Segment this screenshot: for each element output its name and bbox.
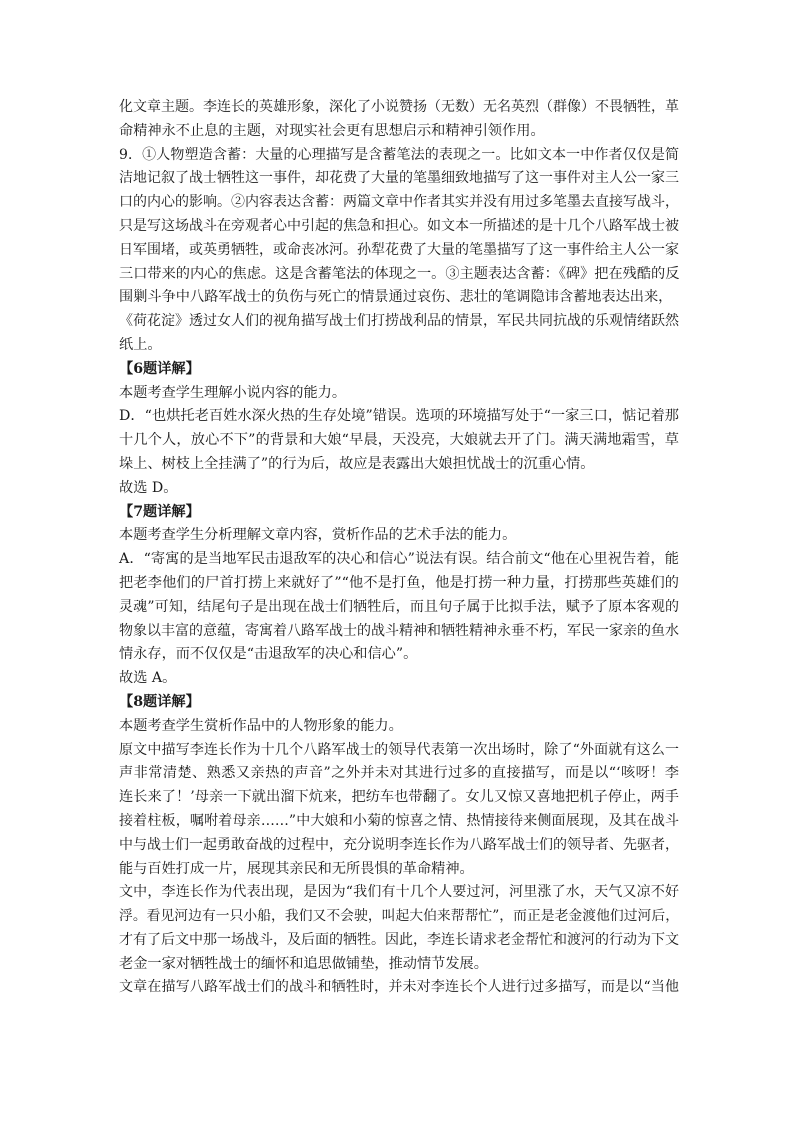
text-line: 本题考查学生分析理解文章内容，赏析作品的艺术手法的能力。 <box>119 527 517 544</box>
text-line: 本题考查学生理解小说内容的能力。 <box>119 384 347 401</box>
document-page <box>119 96 679 1000</box>
text-line: 只是写这场战斗在旁观者心中引起的焦急和担心。如文本一所描述的是十几个八路军战士被 <box>119 217 679 234</box>
section-heading-q8: 【8题详解】 <box>119 693 200 710</box>
text-line: 情永存，而不仅仅是“击退敌军的决心和信心”。 <box>119 646 418 663</box>
text-line: 本题考查学生赏析作品中的人物形象的能力。 <box>119 717 403 734</box>
text-line: 口的内心的影响。②内容表达含蓄：两篇文章中作者其实并没有用过多笔墨去直接写战斗， <box>119 194 679 211</box>
answer-choice-line: 故选 A。 <box>119 670 177 687</box>
text-line: 物象以丰富的意蕴，寄寓着八路军战士的战斗精神和牺牲精神永垂不朽，军民一家亲的鱼水 <box>119 622 679 639</box>
text-line: 灵魂”可知，结尾句子是出现在战士们牺牲后，而且句子属于比拟手法，赋予了原本客观的 <box>119 598 679 615</box>
text-line: 三口带来的内心的焦虑。这是含蓄笔法的体现之一。③主题表达含蓄：《碑》把在残酷的反 <box>119 265 680 282</box>
text-line: 连长来了！’母亲一下就出溜下炕来，把纺车也带翻了。女儿又惊又喜地把机子停止，两手 <box>119 789 679 806</box>
text-line: 围剿斗争中八路军战士的负伤与死亡的情景通过哀伤、悲壮的笔调隐讳含蓄地表达出来， <box>119 289 673 306</box>
answer-choice-line: 故选 D。 <box>119 479 178 496</box>
text-line: 日军围堵，或英勇牺牲，或命丧冰河。孙犁花费了大量的笔墨描写了这一事件给主人公一家 <box>119 241 679 258</box>
text-line: 命精神永不止息的主题，对现实社会更有思想启示和精神引领作用。 <box>119 122 545 139</box>
text-line: D．“也烘托老百姓水深火热的生存处境”错误。选项的环境描写处于“一家三口，惦记着那 <box>119 408 679 425</box>
text-line: A．“寄寓的是当地军民击退敌军的决心和信心”说法有误。结合前文“他在心里祝告着，能 <box>119 551 679 568</box>
text-line: 接着柱板，嘱咐着母亲……”中大娘和小菊的惊喜之情、热情接待来侧面展现，及其在战斗 <box>119 812 679 829</box>
text-line: 化文章主题。李连长的英雄形象，深化了小说赞扬（无数）无名英烈（群像）不畏牺牲，革 <box>119 99 679 115</box>
text-line: 文章在描写八路军战士们的战斗和牺牲时，并未对李连长个人进行过多描写，而是以“当他 <box>119 979 679 996</box>
text-line: 能与百姓打成一片，展现其亲民和无所畏惧的革命精神。 <box>119 860 474 877</box>
text-line: 纸上。 <box>119 336 162 353</box>
text-line: 中与战士们一起勇敢奋战的过程中，充分说明李连长作为八路军战士们的领导者、先驱者， <box>119 836 679 853</box>
text-line: 浮。看见河边有一只小船，我们又不会驶，叫起大伯来帮帮忙”，而正是老金渡他们过河后， <box>119 908 679 925</box>
text-line: 老金一家对牺牲战士的缅怀和追思做铺垫，推动情节发展。 <box>119 955 488 972</box>
section-heading-q6: 【6题详解】 <box>119 360 200 377</box>
section-heading-q7: 【7题详解】 <box>119 503 200 520</box>
text-line: 文中，李连长作为代表出现，是因为“我们有十几个人要过河，河里涨了水，天气又凉不好 <box>119 884 679 901</box>
text-line: 原文中描写李连长作为十几个八路军战士的领导代表第一次出场时，除了“外面就有这么一 <box>119 741 679 758</box>
text-line: 洁地记叙了战士牺牲这一事件，却花费了大量的笔墨细致地描写了这一事件对主人公一家三 <box>119 170 679 187</box>
text-line: 声非常清楚、熟悉又亲热的声音”之外并未对其进行过多的直接描写，而是以“‘咳呀！李 <box>119 765 679 782</box>
text-line: 把老李他们的尸首打捞上来就好了”“他不是打鱼，他是打捞一种力量，打捞那些英雄们的 <box>119 574 679 591</box>
text-line: 垛上、树枝上全挂满了”的行为后，故应是表露出大娘担忧战士的沉重心情。 <box>119 455 595 472</box>
text-line: 《荷花淀》透过女人们的视角描写战士们打捞战利品的情景，军民共同抗战的乐观情绪跃然 <box>119 313 679 330</box>
text-line: 才有了后文中那一场战斗，及后面的牺牲。因此，李连长请求老金帮忙和渡河的行动为下文 <box>119 931 679 948</box>
answer-9-line: 9．①人物塑造含蓄：大量的心理描写是含蓄笔法的表现之一。比如文本一中作者仅仅是简 <box>119 146 679 163</box>
text-line: 十几个人，放心不下”的背景和大娘“早晨，天没亮，大娘就去开了门。满天满地霜雪，草 <box>119 432 679 449</box>
